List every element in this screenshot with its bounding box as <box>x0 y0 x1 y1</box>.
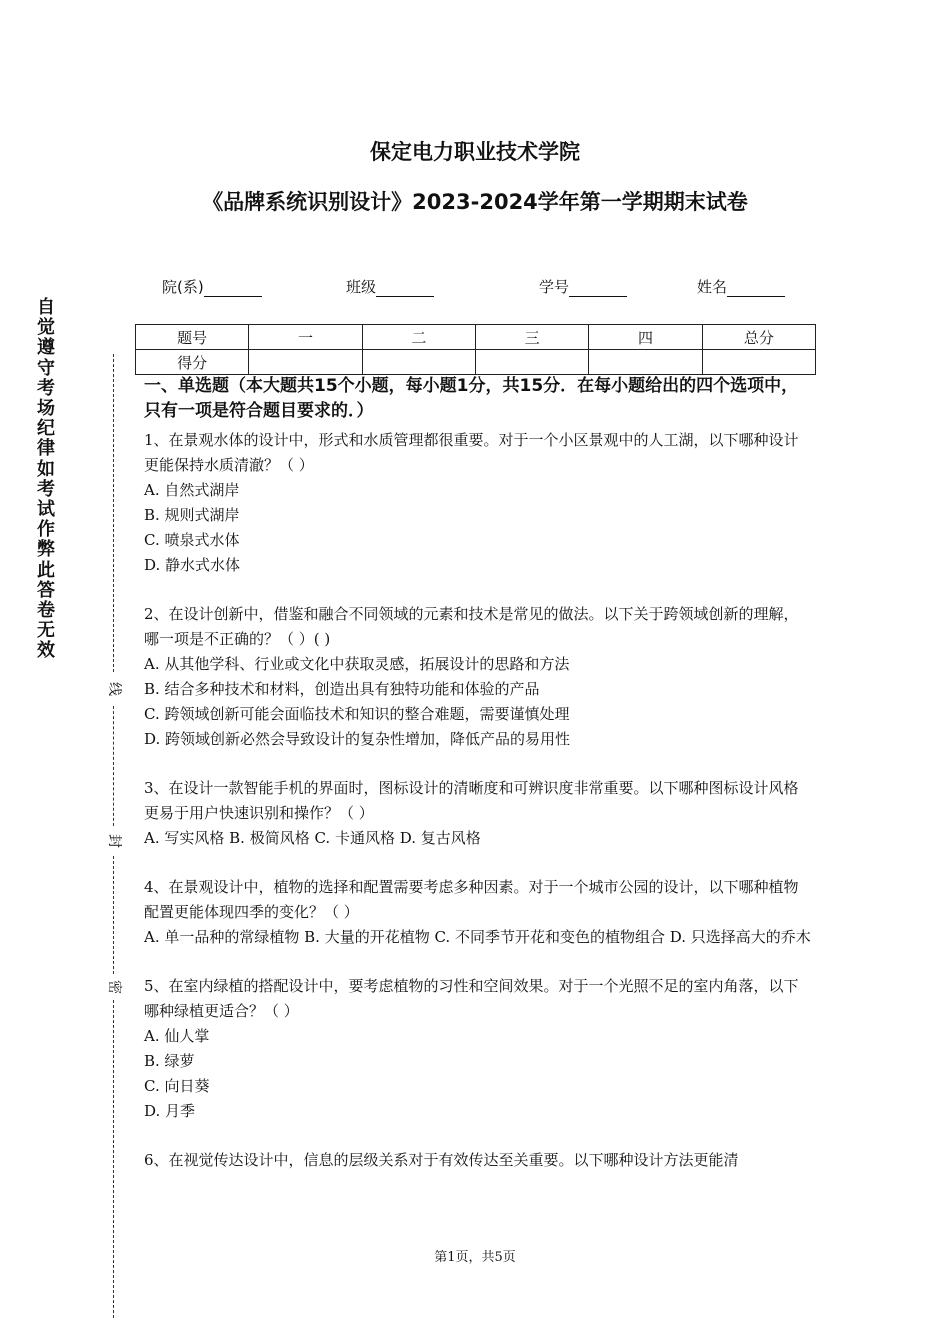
warning-char: 如 <box>37 458 55 480</box>
student-id-field[interactable] <box>539 276 627 297</box>
student-id-label: 学号 <box>539 278 570 296</box>
answer-option[interactable]: D. 月季 <box>144 1102 196 1120</box>
score-cell: 得分 <box>136 350 249 375</box>
answer-option[interactable]: A. 从其他学科、行业或文化中获取灵感，拓展设计的思路和方法 <box>144 655 570 673</box>
answer-options-inline[interactable]: A. 写实风格 B. 极简风格 C. 卡通风格 D. 复古风格 <box>144 829 481 847</box>
binding-char-line: 线 <box>106 679 122 699</box>
question-stem: 5、在室内绿植的搭配设计中，要考虑植物的习性和空间效果。对于一个光照不足的室内角落，以下哪种绿植更适合？（ ） <box>144 977 799 1020</box>
binding-line <box>113 856 114 974</box>
student-id-blank[interactable] <box>569 280 627 297</box>
answer-option[interactable]: B. 规则式湖岸 <box>144 506 240 524</box>
answer-option[interactable]: B. 结合多种技术和材料，创造出具有独特功能和体验的产品 <box>144 680 540 698</box>
warning-char: 遵 <box>37 337 55 359</box>
binding-line <box>113 706 114 826</box>
warning-char: 此 <box>37 559 55 581</box>
question-stem: 4、在景观设计中，植物的选择和配置需要考虑多种因素。对于一个城市公园的设计，以下哪种植物配置更能体现四季的变化？（ ） <box>144 878 799 921</box>
warning-char: 无 <box>37 620 55 642</box>
answer-options-inline[interactable]: A. 单一品种的常绿植物 B. 大量的开花植物 C. 不同季节开花和变色的植物组合 D. 只选择高大的乔木 <box>144 928 811 946</box>
warning-char: 觉 <box>37 317 55 339</box>
question-stem: 2、在设计创新中，借鉴和融合不同领域的元素和技术是常见的做法。以下关于跨领域创新的理解，哪一项是不正确的？（ ）( ) <box>144 605 799 648</box>
warning-char: 考 <box>37 377 55 399</box>
warning-char: 纪 <box>37 418 55 440</box>
score-table-header-row <box>136 325 816 350</box>
question-stem: 1、在景观水体的设计中，形式和水质管理都很重要。对于一个小区景观中的人工湖，以下哪种设计更能保持水质清澈？（ ） <box>144 431 799 474</box>
score-cell[interactable] <box>702 350 815 375</box>
answer-option[interactable]: D. 静水式水体 <box>144 556 241 574</box>
name-field[interactable] <box>697 276 785 297</box>
section-heading: 一、单选题（本大题共15个小题，每小题1分，共15分．在每小题给出的四个选项中，只有一项是符合题目要求的．） <box>144 376 799 421</box>
warning-char: 考 <box>37 478 55 500</box>
answer-option[interactable]: A. 仙人掌 <box>144 1027 210 1045</box>
warning-char: 自 <box>37 297 55 318</box>
binding-char-secret: 密 <box>106 977 122 997</box>
warning-char: 答 <box>37 579 55 601</box>
warning-char: 作 <box>37 519 55 541</box>
class-field[interactable] <box>346 276 434 297</box>
name-label: 姓名 <box>697 278 728 296</box>
question-stem: 6、在视觉传达设计中，信息的层级关系对于有效传达至关重要。以下哪种设计方法更能清 <box>144 1151 739 1169</box>
question <box>144 1148 812 1173</box>
warning-char: 卷 <box>37 600 55 622</box>
page-number: 第1页，共5页 <box>434 1250 516 1265</box>
exam-title: 《品牌系统识别设计》2023-2024学年第一学期期末试卷 <box>202 190 748 214</box>
warning-char: 弊 <box>37 539 55 561</box>
question <box>144 875 812 950</box>
score-table <box>135 324 816 375</box>
department-blank[interactable] <box>204 280 262 297</box>
warning-char: 律 <box>37 438 55 460</box>
warning-char: 试 <box>37 499 55 521</box>
warning-char: 守 <box>37 357 55 379</box>
department-label: 院(系) <box>162 278 204 296</box>
warning-char: 场 <box>37 398 55 420</box>
name-blank[interactable] <box>727 280 785 297</box>
answer-option[interactable]: C. 喷泉式水体 <box>144 531 240 549</box>
answer-option[interactable]: D. 跨领域创新必然会导致设计的复杂性增加，降低产品的易用性 <box>144 730 571 748</box>
department-field[interactable] <box>162 276 262 297</box>
exam-content <box>144 374 812 1197</box>
exam-discipline-warning <box>34 298 58 662</box>
binding-line <box>113 1000 114 1318</box>
answer-option[interactable]: A. 自然式湖岸 <box>144 481 240 499</box>
binding-char-seal: 封 <box>106 831 122 851</box>
score-cell: 二 <box>362 325 475 350</box>
question <box>144 428 812 578</box>
score-cell[interactable] <box>249 350 362 375</box>
score-cell[interactable] <box>589 350 702 375</box>
score-cell: 三 <box>475 325 588 350</box>
question <box>144 974 812 1124</box>
school-name: 保定电力职业技术学院 <box>370 140 580 164</box>
score-cell: 题号 <box>136 325 249 350</box>
score-table-score-row <box>136 350 816 375</box>
question <box>144 776 812 851</box>
answer-option[interactable]: C. 向日葵 <box>144 1077 210 1095</box>
binding-line <box>113 354 114 672</box>
question <box>144 602 812 752</box>
class-label: 班级 <box>346 278 377 296</box>
answer-option[interactable]: B. 绿萝 <box>144 1052 195 1070</box>
class-blank[interactable] <box>376 280 434 297</box>
question-stem: 3、在设计一款智能手机的界面时，图标设计的清晰度和可辨识度非常重要。以下哪种图标设计风格更易于用户快速识别和操作？（ ） <box>144 779 799 822</box>
score-cell[interactable] <box>475 350 588 375</box>
warning-char: 效 <box>37 640 55 662</box>
score-cell: 四 <box>589 325 702 350</box>
score-cell: 一 <box>249 325 362 350</box>
answer-option[interactable]: C. 跨领域创新可能会面临技术和知识的整合难题，需要谨慎处理 <box>144 705 570 723</box>
score-cell: 总分 <box>702 325 815 350</box>
score-cell[interactable] <box>362 350 475 375</box>
